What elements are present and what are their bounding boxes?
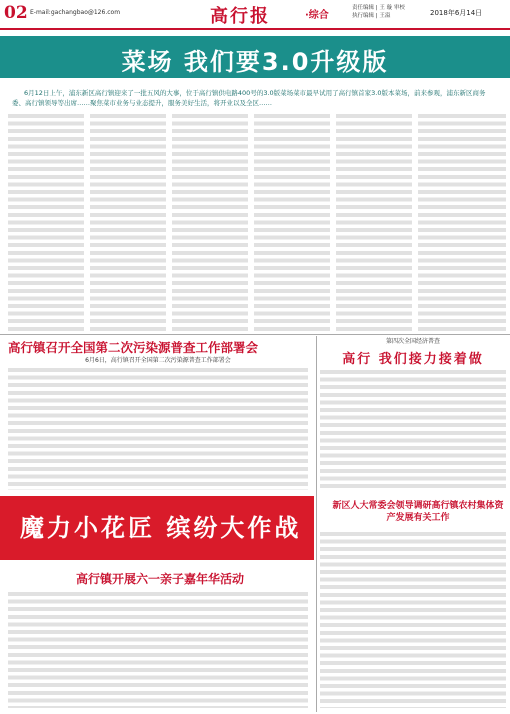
masthead: 高行报 xyxy=(210,6,270,27)
issue-date: 2018年6月14日 xyxy=(430,9,483,17)
article-body xyxy=(320,368,506,488)
article-body xyxy=(8,366,308,490)
article-banner-market xyxy=(0,36,510,78)
article-body-col-6 xyxy=(418,112,506,332)
banner-title: 魔力小花匠 缤纷大作战 xyxy=(20,514,302,542)
section-badge: 第四次全国经济普查 xyxy=(385,338,440,345)
header-rule xyxy=(0,28,510,30)
article-title: 菜场 我们要3.0升级版 xyxy=(121,48,389,76)
editors-line-1: 责任编辑 | 王 璇 审校 xyxy=(352,5,405,11)
article-lead: 6月12日上午，浦东新区高行镇迎来了一批五风的大事，位于高行镇供电路400号的3.0版菜场菜市最早试用了高行镇首家3.0版本菜场，前来参观，浦东新区商务委、高行镇领导等出席……聚焦菜市业务与业态提升，服务美好生活，将开业以及全区…… xyxy=(12,89,486,107)
article-title: 高行 我们接力接着做 xyxy=(342,352,484,367)
article-subtitle: 高行镇开展六一亲子嘉年华活动 xyxy=(75,572,244,586)
article-body xyxy=(320,530,506,708)
article-title: 新区人大常委会领导调研高行镇农村集体资产发展有关工作 xyxy=(332,501,504,523)
column-divider xyxy=(316,336,317,712)
article-body-col-2 xyxy=(90,112,166,332)
event-banner xyxy=(0,496,314,560)
page-header xyxy=(0,0,510,30)
article-title: 高行镇召开全国第二次污染源普查工作部署会 xyxy=(8,340,259,355)
article-body-col-1 xyxy=(8,112,84,332)
page-number: 02 xyxy=(4,3,28,23)
section-divider xyxy=(0,334,510,335)
editors-line-2: 执行编辑 | 王溢 xyxy=(352,13,391,19)
article-body-col-4 xyxy=(254,112,330,332)
article-subtitle: 6月6日，高行镇召开全国第二次污染源普查工作部署会 xyxy=(85,357,231,364)
article-body xyxy=(8,590,308,708)
section-label: ·综合 xyxy=(305,10,329,21)
article-body-col-3 xyxy=(172,112,248,332)
email-address: E-mail:gachangbao@126.com xyxy=(30,9,121,16)
editors-info xyxy=(352,4,405,20)
article-body-col-5 xyxy=(336,112,412,332)
